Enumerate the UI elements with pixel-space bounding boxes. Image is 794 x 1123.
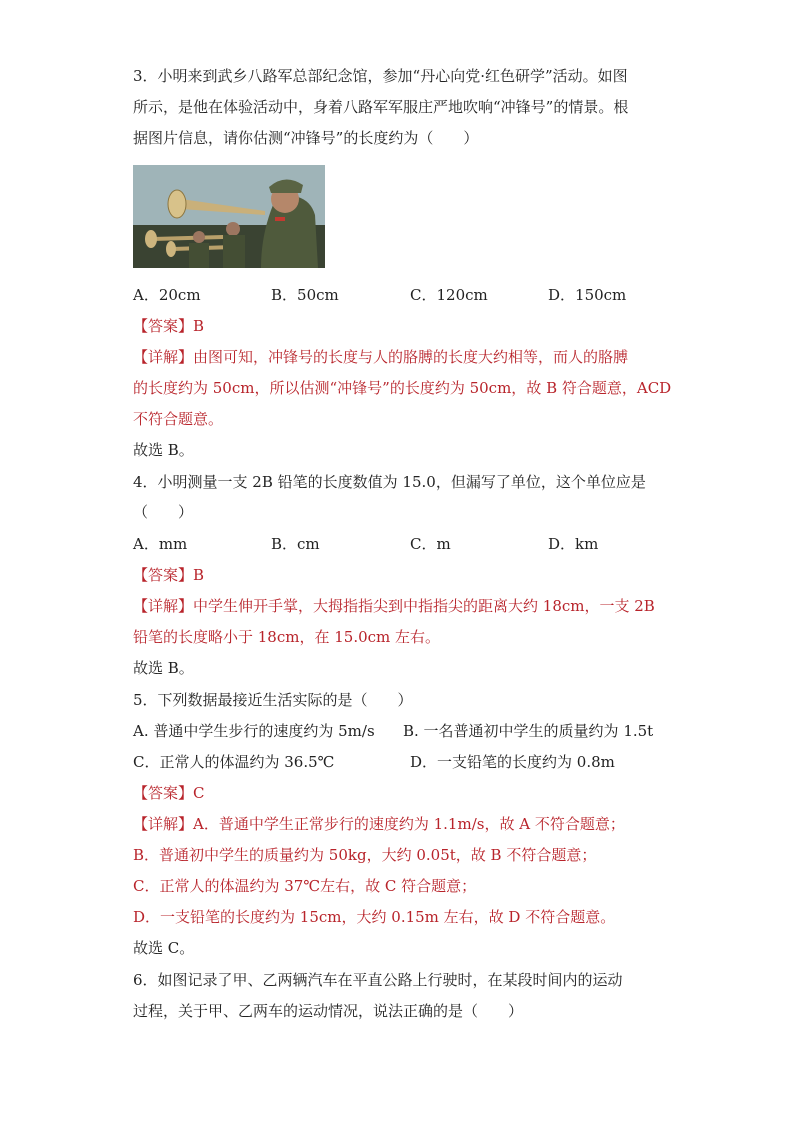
answer-tag: 【答案】 xyxy=(133,317,194,335)
q4-stem-line1: 4．小明测量一支 2B 铅笔的长度数值为 15.0，但漏写了单位，这个单位应是 xyxy=(133,473,646,491)
detail-text: 中学生伸开手掌，大拇指指尖到中指指尖的距离大约 18cm，一支 2B xyxy=(193,597,655,615)
detail-text: A．普通中学生正常步行的速度约为 1.1m/s，故 A 不符合题意； xyxy=(193,815,625,833)
q4-choose: 故选 B。 xyxy=(133,659,194,677)
q3-stem-line2: 所示，是他在体验活动中，身着八路军军服庄严地吹响“冲锋号”的情景。根 xyxy=(133,98,629,116)
q6-stem-line1: 6．如图记录了甲、乙两辆汽车在平直公路上行驶时，在某段时间内的运动 xyxy=(133,971,623,989)
q3-stem-line1: 3．小明来到武乡八路军总部纪念馆，参加“丹心向党·红色研学”活动。如图 xyxy=(133,67,628,85)
q5-answer xyxy=(133,783,205,803)
q4-option-a: A．mm xyxy=(133,535,188,553)
q4-detail-line2: 铅笔的长度略小于 18cm，在 15.0cm 左右。 xyxy=(133,628,441,646)
answer-tag: 【答案】 xyxy=(133,784,194,802)
q5-option-b: B. 一名普通初中学生的质量约为 1.5t xyxy=(403,722,654,740)
q6-stem-line2: 过程，关于甲、乙两车的运动情况，说法正确的是（ ） xyxy=(133,1002,524,1020)
q5-option-a: A. 普通中学生步行的速度约为 5m/s xyxy=(133,722,375,740)
q3-detail-line3: 不符合题意。 xyxy=(133,410,224,428)
q5-detail-line2: B．普通初中学生的质量约为 50kg，大约 0.05t，故 B 不符合题意； xyxy=(133,846,597,864)
q5-choose: 故选 C。 xyxy=(133,939,195,957)
detail-tag: 【详解】 xyxy=(133,815,194,833)
q3-detail-line1 xyxy=(133,347,628,367)
q5-stem-line1: 5．下列数据最接近生活实际的是（ ） xyxy=(133,691,413,709)
detail-tag: 【详解】 xyxy=(133,597,194,615)
answer-value: C xyxy=(193,784,205,802)
q3-stem-line3: 据图片信息，请你估测“冲锋号”的长度约为（ ） xyxy=(133,129,479,147)
q3-answer xyxy=(133,316,204,336)
q5-detail-line4: D．一支铅笔的长度约为 15cm，大约 0.15m 左右，故 D 不符合题意。 xyxy=(133,908,616,926)
q5-option-c: C．正常人的体温约为 36.5℃ xyxy=(133,753,335,771)
detail-tag: 【详解】 xyxy=(133,348,194,366)
q4-stem-line2: （ ） xyxy=(133,503,194,521)
q3-choose: 故选 B。 xyxy=(133,441,194,459)
q3-option-b: B．50cm xyxy=(271,286,339,304)
q5-detail-line3: C．正常人的体温约为 37℃左右，故 C 符合题意； xyxy=(133,877,477,895)
q4-option-b: B．cm xyxy=(271,535,320,553)
answer-value: B xyxy=(193,566,205,584)
q3-option-d: D．150cm xyxy=(548,286,627,304)
q4-answer xyxy=(133,565,204,585)
q4-option-d: D．km xyxy=(548,535,599,553)
detail-text: 由图可知，冲锋号的长度与人的胳膊的长度大约相等，而人的胳膊 xyxy=(193,348,629,366)
answer-value: B xyxy=(193,317,205,335)
answer-tag: 【答案】 xyxy=(133,566,194,584)
q3-option-a: A．20cm xyxy=(133,286,201,304)
bugle-soldiers-photo xyxy=(133,165,325,268)
bugle-soldiers-illustration xyxy=(133,165,325,268)
q4-option-c: C．m xyxy=(410,535,451,553)
q5-detail-line1 xyxy=(133,814,625,834)
q5-option-d: D．一支铅笔的长度约为 0.8m xyxy=(410,753,615,771)
q4-detail-line1 xyxy=(133,596,655,616)
q3-detail-line2: 的长度约为 50cm，所以估测“冲锋号”的长度约为 50cm，故 B 符合题意，ACD xyxy=(133,379,672,397)
q3-option-c: C．120cm xyxy=(410,286,488,304)
